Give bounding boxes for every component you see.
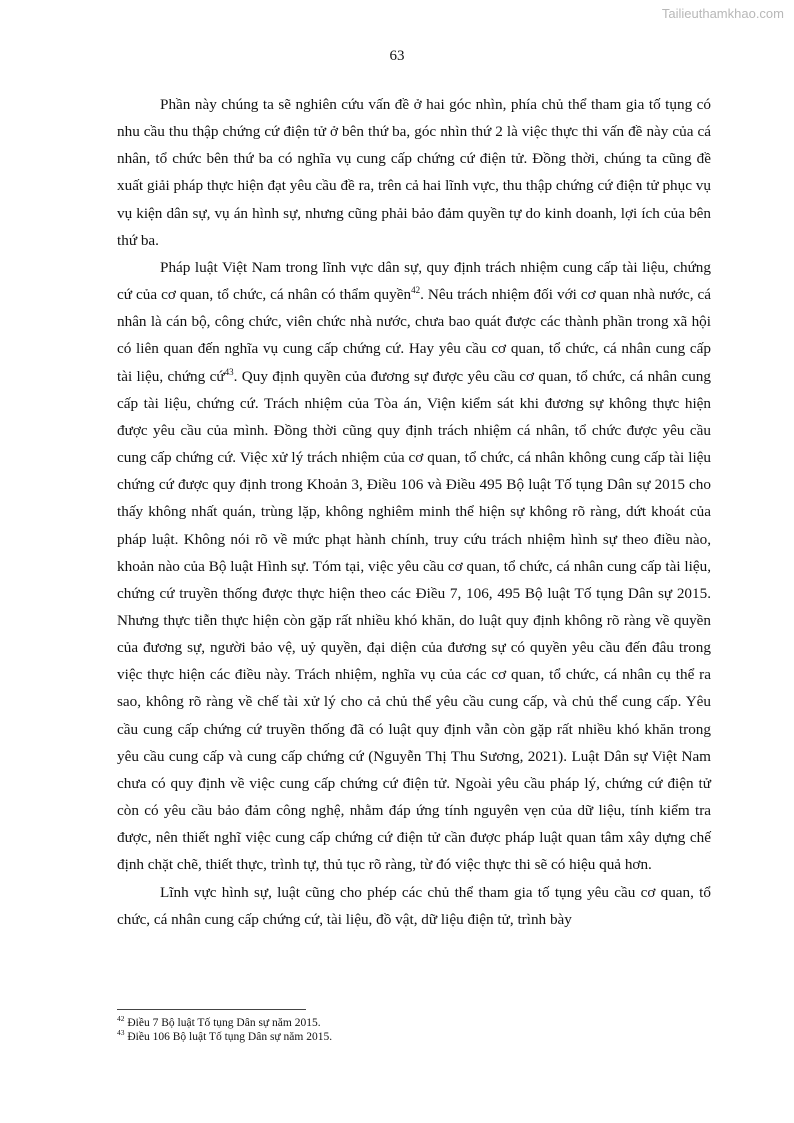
body-text [117, 91, 711, 933]
footnote-ref[interactable]: 43 [224, 366, 234, 377]
page-number: 63 [389, 48, 405, 64]
footnote-item [117, 1016, 711, 1030]
paragraph-civil-law [117, 254, 711, 879]
footnote-marker: 43 [117, 1028, 125, 1038]
watermark-text: Tailieuthamkhao.com [661, 6, 784, 21]
footnote-marker: 42 [117, 1014, 125, 1024]
footnotes [117, 1016, 711, 1044]
paragraph-text: . Nêu trách nhiệm đối với cơ quan nhà nước, cá nhân là cán bộ, công chức, viên chức nhà nước, chưa bao quát được các thành phần trong xã hội có liên quan đến nghĩa vụ cung cấp chứng cứ. Hay yêu cầu cơ quan, tổ chức, cá nhân cung cấp tài liệu, chứng cứ [117, 286, 711, 385]
paragraph-text: Pháp luật Việt Nam trong lĩnh vực dân sự, quy định trách nhiệm cung cấp tài liệu, chứng cứ của cơ quan, tổ chức, cá nhân có thẩm quyền [117, 258, 711, 304]
paragraph-intro: Phần này chúng ta sẽ nghiên cứu vấn đề ở hai góc nhìn, phía chủ thể tham gia tố tụng có nhu cầu thu thập chứng cứ điện tử ở bên thứ ba, góc nhìn thứ 2 là việc thực thi vấn đề này của cá nhân, tổ chức bên thứ ba có nghĩa vụ cung cấp chứng cứ điện tử. Đồng thời, chúng ta cũng đề xuất giải pháp thực hiện đạt yêu cầu đề ra, trên cả hai lĩnh vực, thu thập chứng cứ điện tử phục vụ vụ kiện dân sự, vụ án hình sự, nhưng cũng phải bảo đảm quyền tự do kinh doanh, lợi ích của bên thứ ba. [117, 96, 711, 249]
paragraph-text: . Quy định quyền của đương sự được yêu cầu cơ quan, tổ chức, cá nhân cung cấp tài liệu, chứng cứ. Trách nhiệm của Tòa án, Viện kiểm sát khi đương sự không thực hiện được yêu cầu của mình. Đồng thời cũng quy định trách nhiệm cá nhân, tổ chức được yêu cầu cung cấp chứng cứ. Việc xử lý trách nhiệm của cơ quan, tổ chức, cá nhân không cung cấp tài liệu chứng cứ được quy định trong Khoản 3, Điều 106 và Điều 495 Bộ luật Tố tụng Dân sự 2015 cho thấy không nhất quán, trùng lặp, không nghiêm minh thể hiện sự không rõ ràng, dứt khoát của pháp luật. Không nói rõ về mức phạt hành chính, truy cứu trách nhiệm hình sự theo điều nào, khoản nào của Bộ luật Hình sự. Tóm tại, việc yêu cầu cơ quan, tổ chức, cá nhân cung cấp tài liệu, chứng cứ truyền thống được thực hiện theo các Điều 7, 106, 495 Bộ luật Tố tụng Dân sự 2015. Nhưng thực tiễn thực hiện còn gặp rất nhiều khó khăn, do luật quy định không rõ ràng về quyền của đương sự, người bảo vệ, uỷ quyền, đại diện của đương sự có quyền yêu cầu đến đâu trong việc thực hiện các điều này. Trách nhiệm, nghĩa vụ của các cơ quan, tổ chức, cá nhân cụ thể ra sao, không rõ ràng về chế tài xử lý cho cả chủ thể yêu cầu cung cấp, và chủ thể cung cấp. Yêu cầu cung cấp chứng cứ truyền thống đã có luật quy định vẫn còn gặp rất nhiều khó khăn trong yêu cầu cung cấp và cung cấp chứng cứ (Nguyễn Thị Thu Sương, 2021). Luật Dân sự Việt Nam chưa có quy định về việc cung cấp chứng cứ điện tử. Ngoài yêu cầu pháp lý, chứng cứ điện tử còn có yêu cầu bảo đảm công nghệ, nhằm đáp ứng tính nguyên vẹn của dữ liệu, tính kiểm tra được, nên thiết nghĩ việc cung cấp chứng cứ điện tử cần được pháp luật quan tâm xây dựng chế định chặt chẽ, thiết thực, trình tự, thủ tục rõ ràng, từ đó việc thực thi sẽ có hiệu quả hơn. [117, 367, 711, 874]
footnote-divider [117, 1009, 306, 1010]
paragraph-criminal-law: Lĩnh vực hình sự, luật cũng cho phép các chủ thể tham gia tố tụng yêu cầu cơ quan, tổ chức, cá nhân cung cấp chứng cứ, tài liệu, đồ vật, dữ liệu điện tử, trình bày [117, 883, 711, 928]
footnote-text: Điều 106 Bộ luật Tố tụng Dân sự năm 2015. [124, 1031, 333, 1043]
footnote-item [117, 1030, 711, 1044]
footnote-ref[interactable]: 42 [411, 285, 421, 296]
footnote-text: Điều 7 Bộ luật Tố tụng Dân sự năm 2015. [124, 1017, 321, 1029]
